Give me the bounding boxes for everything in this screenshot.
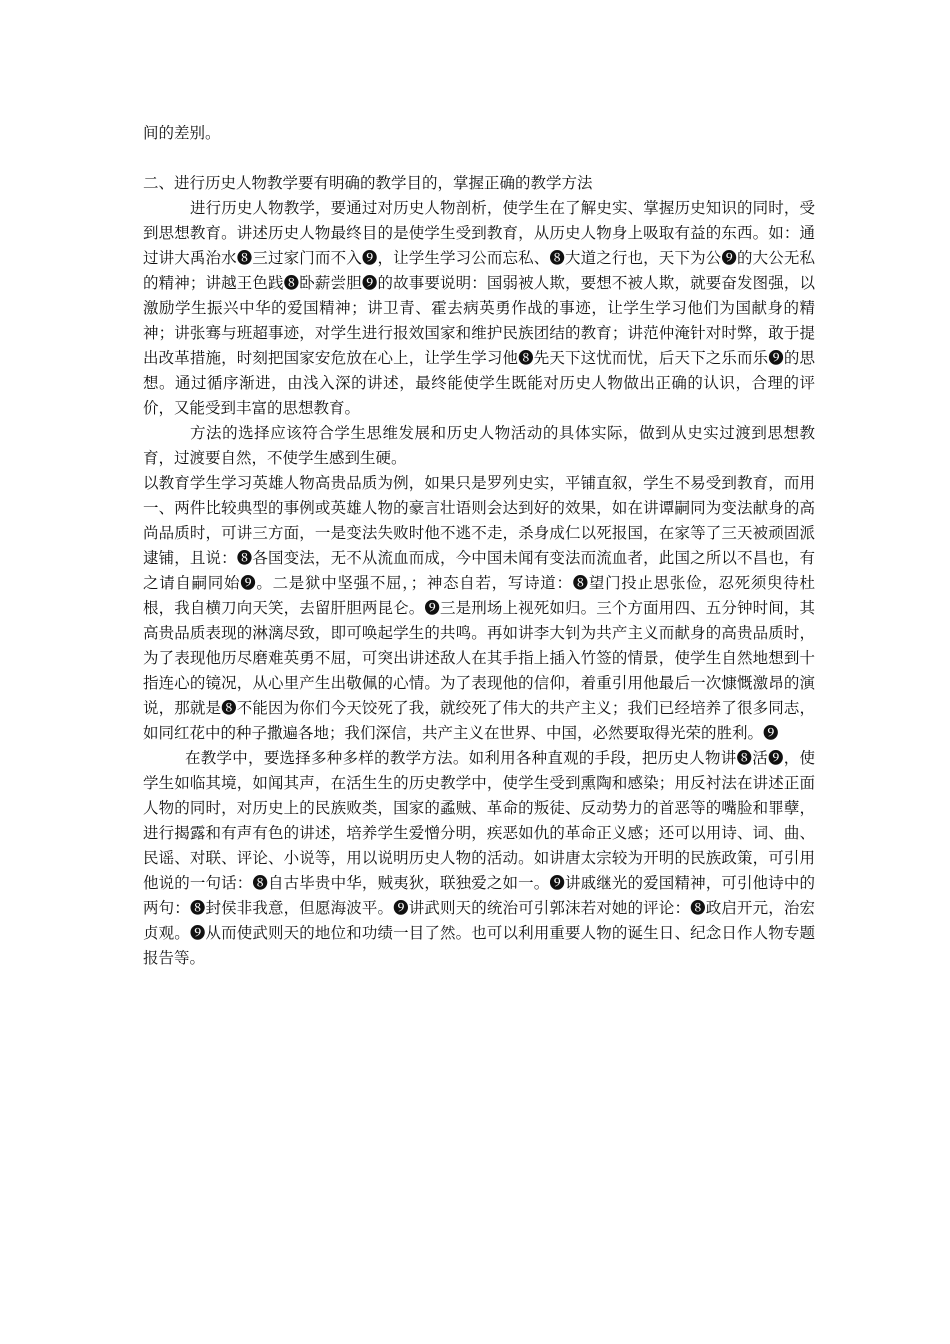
paragraph-method-choice: 方法的选择应该符合学生思维发展和历史人物活动的具体实际，做到从史实过渡到思想教育，过渡要自然，不使学生感到生硬。 bbox=[143, 424, 815, 467]
paragraph-hero-example: 以教育学生学习英雄人物高贵品质为例，如果只是罗列史实，平铺直叙，学生不易受到教育，而用一、两件比较典型的事例或英雄人物的豪言壮语则会达到好的效果，如在讲谭嗣同为变法献身的高尚品质时，可讲三方面，一是变法失败时他不逃不走，杀身成仁以死报国，在家等了三天被顽固派逮铺，且说：❽各国变法，无不从流血而成，今中国未闻有变法而流血者，此国之所以不昌也，有之请自嗣同始❾。二是狱中坚强不屈，；神态自若，写诗道：❽望门投止思张俭，忍死须臾待杜根，我自横刀向天笑，去留肝胆两昆仑。❾三是刑场上视死如归。三个方面用四、五分钟时间，其高贵品质表现的淋漓尽致，即可唤起学生的共鸣。再如讲李大钊为共产主义而献身的高贵品质时，为了表现他历尽磨难英勇不屈，可突出讲述敌人在其手指上插入竹签的情景，使学生自然地想到十指连心的镜况，从心里产生出敬佩的心情。为了表现他的信仰，着重引用他最后一次慷慨激昂的演说，那就是❽不能因为你们今天饺死了我，就绞死了伟大的共产主义；我们已经培养了很多同志，如同红花中的种子撒遍各地；我们深信，共产主义在世界、中国，必然要取得光荣的胜利。❾ bbox=[143, 474, 815, 742]
paragraph-purpose: 进行历史人物教学，要通过对历史人物剖析，使学生在了解史实、掌握历史知识的同时，受到思想教育。讲述历史人物最终目的是使学生受到教育，从历史人物身上吸取有益的东西。如：通过讲大禹治水❽三过家门而不入❾，让学生学习公而忘私、❽大道之行也，天下为公❾的大公无私的精神；讲越王色践❽卧薪尝胆❾的故事要说明：国弱被人欺，要想不被人欺，就要奋发图强，以激励学生振兴中华的爱国精神；讲卫青、霍去病英勇作战的事迹，让学生学习他们为国献身的精神；讲张骞与班超事迹，对学生进行报效国家和维护民族团结的教育；讲范仲淹针对时弊，敢于提出改革措施，时刻把国家安危放在心上，让学生学习他❽先天下这忧而忧，后天下之乐而乐❾的思想。通过循序渐进，由浅入深的讲述，最终能使学生既能对历史人物做出正确的认识，合理的评价，又能受到丰富的思想教育。 bbox=[143, 199, 815, 417]
paragraph-teaching-methods: 在教学中，要选择多种多样的教学方法。如利用各种直观的手段，把历史人物讲❽活❾，使学生如临其境，如闻其声，在活生生的历史教学中，使学生受到熏陶和感染；用反衬法在讲述正面人物的同时，对历史上的民族败类，国家的蟊贼、革命的叛徒、反动势力的首恶等的嘴脸和罪孽，进行揭露和有声有色的讲述，培养学生爱憎分明，疾恶如仇的革命正义感；还可以用诗、词、曲、民谣、对联、评论、小说等，用以说明历史人物的活动。如讲唐太宗较为开明的民族政策，可引用他说的一句话：❽自古毕贵中华，贼夷狄，联独爱之如一。❾讲戚继光的爱国精神，可引他诗中的两句：❽封侯非我意，但愿海波平。❾讲武则天的统治可引郭沫若对她的评论：❽政启开元，治宏贞观。❾从而使武则天的地位和功绩一目了然。也可以利用重要人物的诞生日、纪念日作人物专题报告等。 bbox=[143, 749, 815, 967]
paragraph-intro-tail: 间的差别。 bbox=[143, 124, 221, 142]
section-heading: 二、进行历史人物教学要有明确的教学目的，掌握正确的教学方法 bbox=[143, 174, 593, 192]
